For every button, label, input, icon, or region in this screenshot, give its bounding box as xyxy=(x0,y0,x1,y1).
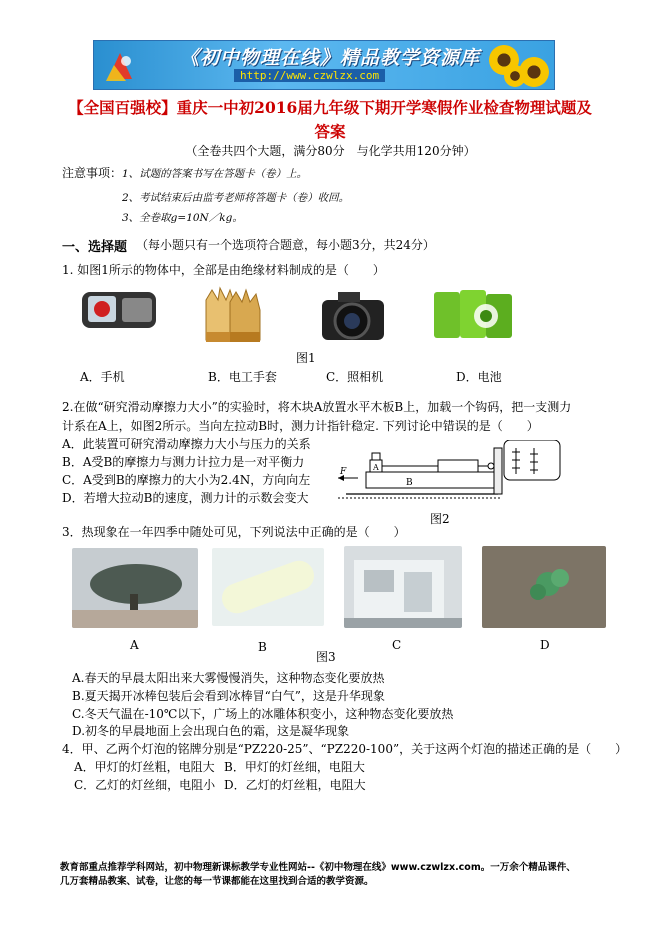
q3-image-label-c: C xyxy=(392,638,402,652)
header-banner xyxy=(93,40,555,90)
banner-title: 《初中物理在线》精品教学资源库 xyxy=(180,47,481,69)
q3-option-d: D.初冬的早晨地面上会出现白色的霜，这是凝华现象 xyxy=(72,724,350,738)
question-3-stem: 3．热现象在一年四季中随处可见，下列说法中正确的是（ ） xyxy=(62,525,406,539)
camera-image xyxy=(318,288,388,344)
note-item: 2、考试结束后由监考老师将答题卡（卷）收回。 xyxy=(122,192,350,204)
figure-1-label: 图1 xyxy=(296,351,316,365)
board-b-label: B xyxy=(406,478,413,488)
page-title: 【全国百强校】重庆一中初2016届九年级下期开学寒假作业检查物理试题及 答案 xyxy=(68,98,592,141)
block-a-label: A xyxy=(373,463,379,472)
q2-option-a: A．此装置可研究滑动摩擦力大小与压力的关系 xyxy=(62,437,311,451)
q4-option-b: B．甲灯的灯丝细，电阻大 xyxy=(224,760,365,774)
q3-option-a: A.春天的早晨太阳出来大雾慢慢消失，这种物态变化要放热 xyxy=(72,671,385,685)
force-label: F xyxy=(340,467,347,477)
q3-option-c: C.冬天气温在-10℃以下，广场上的冰雕体积变小，这种物态变化要放热 xyxy=(72,707,454,721)
ice-sculpture-image xyxy=(344,546,462,628)
q2-option-d: D．若增大拉动B的速度，测力计的示数会变大 xyxy=(62,491,309,505)
battery-image xyxy=(430,282,520,344)
popsicle-image xyxy=(212,548,324,626)
q1-option-b: B．电工手套 xyxy=(208,370,277,384)
q4-option-a: A．甲灯的灯丝粗，电阻大 xyxy=(74,760,215,774)
q2-option-b: B．A受B的摩擦力与测力计拉力是一对平衡力 xyxy=(62,455,305,469)
gloves-image xyxy=(198,280,268,350)
figure-2-diagram xyxy=(338,440,564,504)
figure-3-label: 图3 xyxy=(316,650,336,664)
q3-image-label-a: A xyxy=(130,638,139,652)
q1-option-a: A．手机 xyxy=(80,370,125,384)
note-item: 1、试题的答案书写在答题卡（卷）上。 xyxy=(122,168,308,180)
fog-tree-image xyxy=(72,548,198,628)
q3-image-label-d: D xyxy=(540,638,550,652)
note-item: 3、全卷取g=10N／kg。 xyxy=(122,212,243,224)
figure-2-label: 图2 xyxy=(430,512,450,526)
sunflower-icon xyxy=(504,65,526,87)
q4-option-c: C．乙灯的灯丝细，电阻小 xyxy=(74,778,216,792)
question-4-stem: 4．甲、乙两个灯泡的铭牌分别是“PZ220-25”、“PZ220-100”，关于这两个灯泡的描述正确的是（ ） xyxy=(62,742,628,756)
question-2-stem: 2.在做“研究滑动摩擦力大小”的实验时，将木块A放置水平木板B上，加载一个钩码，把一支测力 xyxy=(62,400,572,414)
phone-image xyxy=(78,284,160,336)
exam-info: （全卷共四个大题，满分80分 与化学共用120分钟） xyxy=(185,144,476,158)
q4-option-d: D．乙灯的灯丝粗，电阻大 xyxy=(224,778,366,792)
q3-option-b: B.夏天揭开冰棒包装后会看到冰棒冒“白气”，这是升华现象 xyxy=(72,689,385,703)
question-1-stem: 1. 如图1所示的物体中，全部是由绝缘材料制成的是（ ） xyxy=(62,263,385,277)
page-footer: 教育部重点推荐学科网站，初中物理新课标教学专业性网站--《初中物理在线》www.czwlzx.com。一万余个精品课件、 几万套精品教案、试卷，让您的每一节课都能在这里找到合适的教学资源。 xyxy=(60,862,576,887)
q2-option-c: C．A受到B的摩擦力的大小为2.4N，方向向左 xyxy=(62,473,311,487)
section-heading: 一、选择题 xyxy=(62,240,128,255)
logo-icon xyxy=(106,51,134,83)
banner-url: http://www.czwlzx.com xyxy=(234,69,385,82)
frost-image xyxy=(482,546,606,628)
q1-option-c: C．照相机 xyxy=(326,370,384,384)
section-desc: （每小题只有一个选项符合题意，每小题3分，共24分） xyxy=(136,238,435,252)
notes-label: 注意事项： xyxy=(62,166,123,180)
q1-option-d: D．电池 xyxy=(456,370,502,384)
question-2-stem: 计系在A上，如图2所示。当向左拉动B时，测力计指针稳定. 下列讨论中错误的是（ ） xyxy=(62,419,539,433)
q3-image-label-b: B xyxy=(258,640,267,654)
